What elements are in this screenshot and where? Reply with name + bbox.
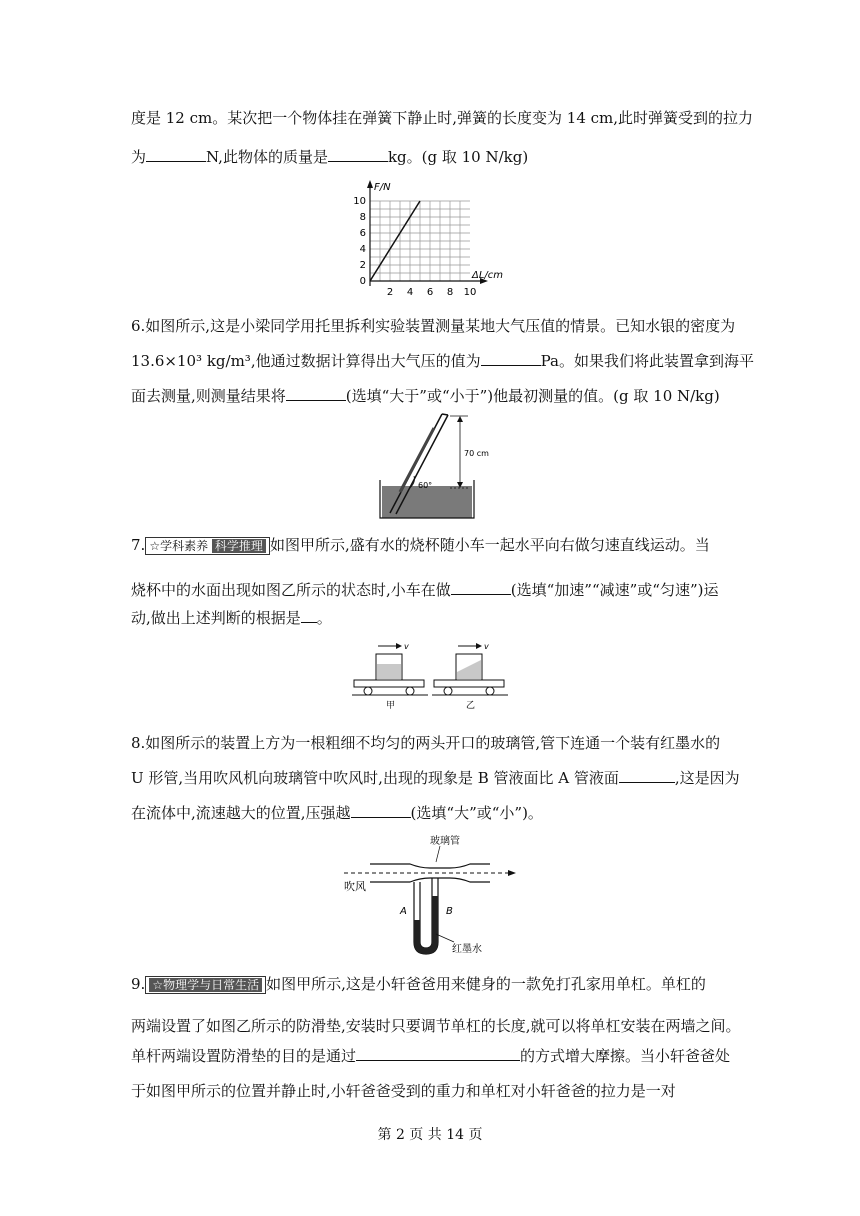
height-label: 70 cm (464, 449, 489, 458)
q7-text-a: 如图甲所示,盛有水的烧杯随小车一起水平向右做匀速直线运动。当 (269, 536, 710, 554)
q9-text-a: 如图甲所示,这是小轩爸爸用来健身的一款免打孔家用单杠。单杠的 (266, 975, 706, 993)
q5-line1: 度是 12 cm。某次把一个物体挂在弹簧下静止时,弹簧的长度变为 14 cm,此时弹簧受到的拉力 (131, 109, 754, 127)
q5-line2 (131, 147, 528, 167)
q8-text-c: 在流体中,流速越大的位置,压强越 (131, 804, 351, 822)
q8-line1: 8.如图所示的装置上方为一根粗细不均匀的两头开口的玻璃管,管下连通一个装有红墨水的 (131, 734, 721, 752)
xtick: 4 (406, 287, 414, 298)
q8-text-b: ,这是因为 (674, 769, 740, 787)
q9-line1 (131, 974, 706, 994)
q7-blank-motion[interactable] (451, 580, 511, 595)
label-jia: 甲 (386, 701, 396, 711)
ytick: 2 (359, 260, 366, 271)
q8-text-d: (选填“大”或“小”)。 (410, 804, 543, 822)
q6-text-b: Pa。如果我们将此装置拿到海平 (540, 352, 754, 370)
badge-keyword: 科学推理 (212, 539, 266, 553)
graph-xlabel: ΔL/cm (472, 270, 504, 281)
q7-text-b: 烧杯中的水面出现如图乙所示的状态时,小车在做 (131, 581, 451, 599)
q5-blank-mass[interactable] (328, 147, 388, 162)
badge-label: 物理学与日常生活 (163, 978, 260, 992)
label-yi: 乙 (466, 701, 476, 711)
q8-text-a: U 形管,当用吹风机向玻璃管中吹风时,出现的现象是 B 管液面比 A 管液面 (131, 769, 619, 787)
tube-b-label: B (446, 906, 453, 917)
ytick: 4 (359, 244, 366, 255)
page-footer: 第 2 页 共 14 页 (377, 1127, 483, 1143)
q9-blank-method[interactable] (356, 1046, 520, 1061)
q8-line2 (131, 768, 740, 788)
q5-text-c: kg。(g 取 10 N/kg) (387, 148, 529, 166)
torricelli-apparatus (370, 408, 510, 520)
glass-tube-label: 玻璃管 (430, 836, 460, 847)
venturi-u-tube (340, 830, 520, 960)
ytick: 8 (359, 212, 366, 223)
graph-ylabel: F/N (374, 182, 391, 193)
q7-blank-reason[interactable] (301, 608, 317, 623)
ytick: 10 (353, 196, 366, 207)
velocity-label: v (484, 642, 489, 651)
angle-label: 60° (418, 481, 433, 490)
ink-label: 红墨水 (452, 944, 482, 955)
q7-badge: ☆学科素养 科学推理 (145, 537, 270, 555)
xtick: 2 (386, 287, 394, 298)
q9-text-b: 单杆两端设置防滑垫的目的是通过 (131, 1047, 357, 1065)
cart-b (432, 642, 508, 711)
velocity-label: v (404, 642, 409, 651)
q6-line2 (131, 351, 754, 371)
spring-force-graph (340, 176, 510, 306)
q5-text-b: N,此物体的质量是 (206, 148, 328, 166)
q7-line1 (131, 535, 710, 555)
q7-text-e: 。 (316, 609, 332, 627)
q5-text-a: 为 (131, 148, 147, 166)
q9-line4: 于如图甲所示的位置并静止时,小轩爸爸受到的重力和单杠对小轩爸爸的拉力是一对 (131, 1082, 676, 1100)
q6-blank-pressure[interactable] (481, 351, 541, 366)
q6-line3 (131, 386, 720, 406)
q7-line3 (131, 608, 332, 628)
beaker-cart-figure (352, 640, 512, 712)
cart-a (352, 642, 428, 711)
q6-text-c: 面去测量,则测量结果将 (131, 387, 286, 405)
xtick: 10 (463, 287, 477, 298)
q6-line1: 6.如图所示,这是小梁同学用托里拆利实验装置测量某地大气压值的情景。已知水银的密度为 (131, 317, 736, 335)
xtick: 8 (446, 287, 454, 298)
xtick: 6 (426, 287, 434, 298)
q7-line2 (131, 580, 719, 600)
q9-number: 9. (131, 975, 146, 993)
q9-line2: 两端设置了如图乙所示的防滑垫,安装时只要调节单杠的长度,就可以将单杠安装在两墙之间。 (131, 1017, 741, 1035)
q7-text-d: 动,做出上述判断的根据是 (131, 609, 301, 627)
ytick: 0 (359, 276, 366, 287)
q5-blank-force[interactable] (146, 147, 206, 162)
badge-label: 学科素养 (160, 539, 209, 553)
q9-text-c: 的方式增大摩擦。当小轩爸爸处 (520, 1047, 731, 1065)
blow-label: 吹风 (344, 880, 366, 893)
q7-number: 7. (131, 536, 146, 554)
q8-blank-level[interactable] (619, 768, 675, 783)
q6-text-d: (选填“大于”或“小于”)他最初测量的值。(g 取 10 N/kg) (345, 387, 720, 405)
q7-text-c: (选填“加速”“减速”或“匀速”)运 (510, 581, 719, 599)
tube-a-label: A (400, 906, 407, 917)
q6-blank-compare[interactable] (286, 386, 346, 401)
q9-line3 (131, 1046, 730, 1066)
q8-line3 (131, 803, 543, 823)
q6-text-a: 13.6×10³ kg/m³,他通过数据计算得出大气压的值为 (131, 352, 481, 370)
ytick: 6 (359, 228, 366, 239)
q8-blank-pressure[interactable] (351, 803, 411, 818)
q9-badge: ☆物理学与日常生活 (145, 976, 266, 994)
